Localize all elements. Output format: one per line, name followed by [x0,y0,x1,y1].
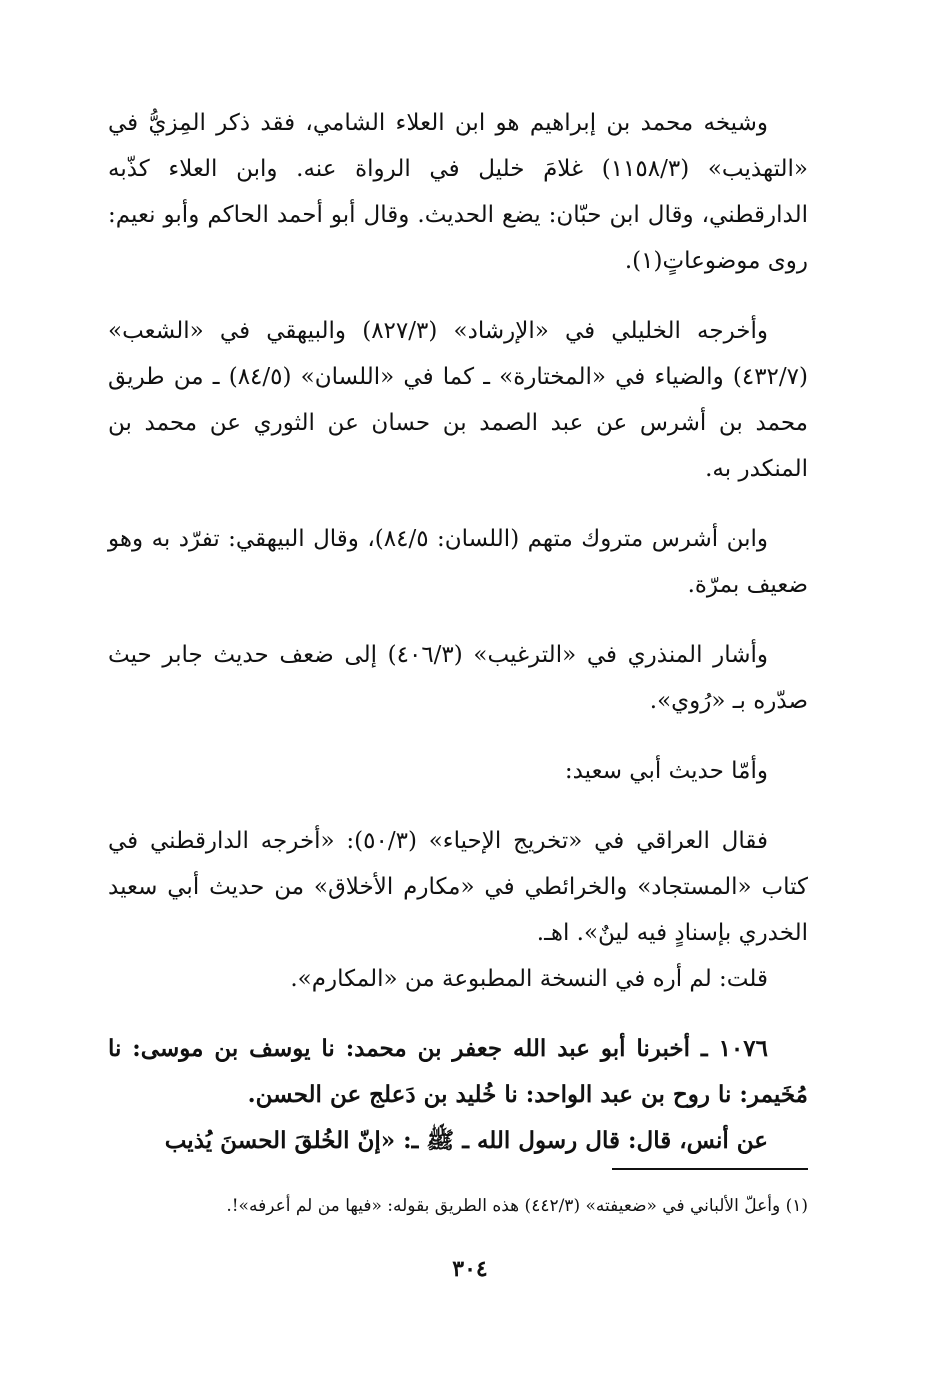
hadith-isnad: ١٠٧٦ ـ أخبرنا أبو عبد الله جعفر بن محمد: نا يوسف بن موسى: نا مُخَيمر: نا روح بن عبد الواحد: نا خُليد بن دَعلج عن الحسن. [108,1035,808,1108]
paragraph-mundhiri: وأشار المنذري في «الترغيب» (٤٠٦/٣) إلى ضعف حديث جابر حيث صدّره بـ «رُوي». [108,642,808,714]
paragraph-qultu: قلت: لم أره في النسخة المطبوعة من «المكارم». [290,966,768,992]
page-body [108,100,808,1164]
paragraph-takhrij-khalili: وأخرجه الخليلي في «الإرشاد» (٨٢٧/٣) والبيهقي في «الشعب» (٤٣٢/٧) والضياء في «المختارة» ـ كما في «اللسان» (٨٤/٥) ـ من طريق محمد بن أشرس عن عبد الصمد بن حسان عن الثوري عن محمد بن المنكدر به. [108,318,808,482]
footnote: (١) وأعلّ الألباني في «ضعيفته» (٤٤٢/٣) هذه الطريق بقوله: «فيها من لم أعرفه»!. [226,1196,808,1216]
footnote-divider [612,1168,808,1170]
paragraph-abu-said-heading: وأمّا حديث أبي سعيد: [564,758,768,784]
paragraph-ibn-ashras: وابن أشرس متروك متهم (اللسان: ٨٤/٥)، وقال البيهقي: تفرّد به وهو ضعيف بمرّة. [108,526,808,598]
page-number: ٣٠٤ [452,1256,488,1282]
paragraph-ibn-al-ala: وشيخه محمد بن إبراهيم هو ابن العلاء الشامي، فقد ذكر المِزيُّ في «التهذيب» (١١٥٨/٣) غلامَ خليل في الرواة عنه. وابن العلاء كذّبه الدارقطني، وقال ابن حبّان: يضع الحديث. وقال أبو أحمد الحاكم وأبو نعيم: روى موضوعاتٍ(١). [108,110,808,274]
paragraph-iraqi: فقال العراقي في «تخريج الإحياء» (٥٠/٣): «أخرجه الدارقطني في كتاب «المستجاد» والخرائطي في «مكارم الأخلاق» من حديث أبي سعيد الخدري بإسنادٍ فيه لينٌ». اهـ. [108,828,808,946]
hadith-matn: عن أنس، قال: قال رسول الله ـ ﷺ ـ: «إنّ الخُلقَ الحسنَ يُذيب [164,1127,768,1154]
